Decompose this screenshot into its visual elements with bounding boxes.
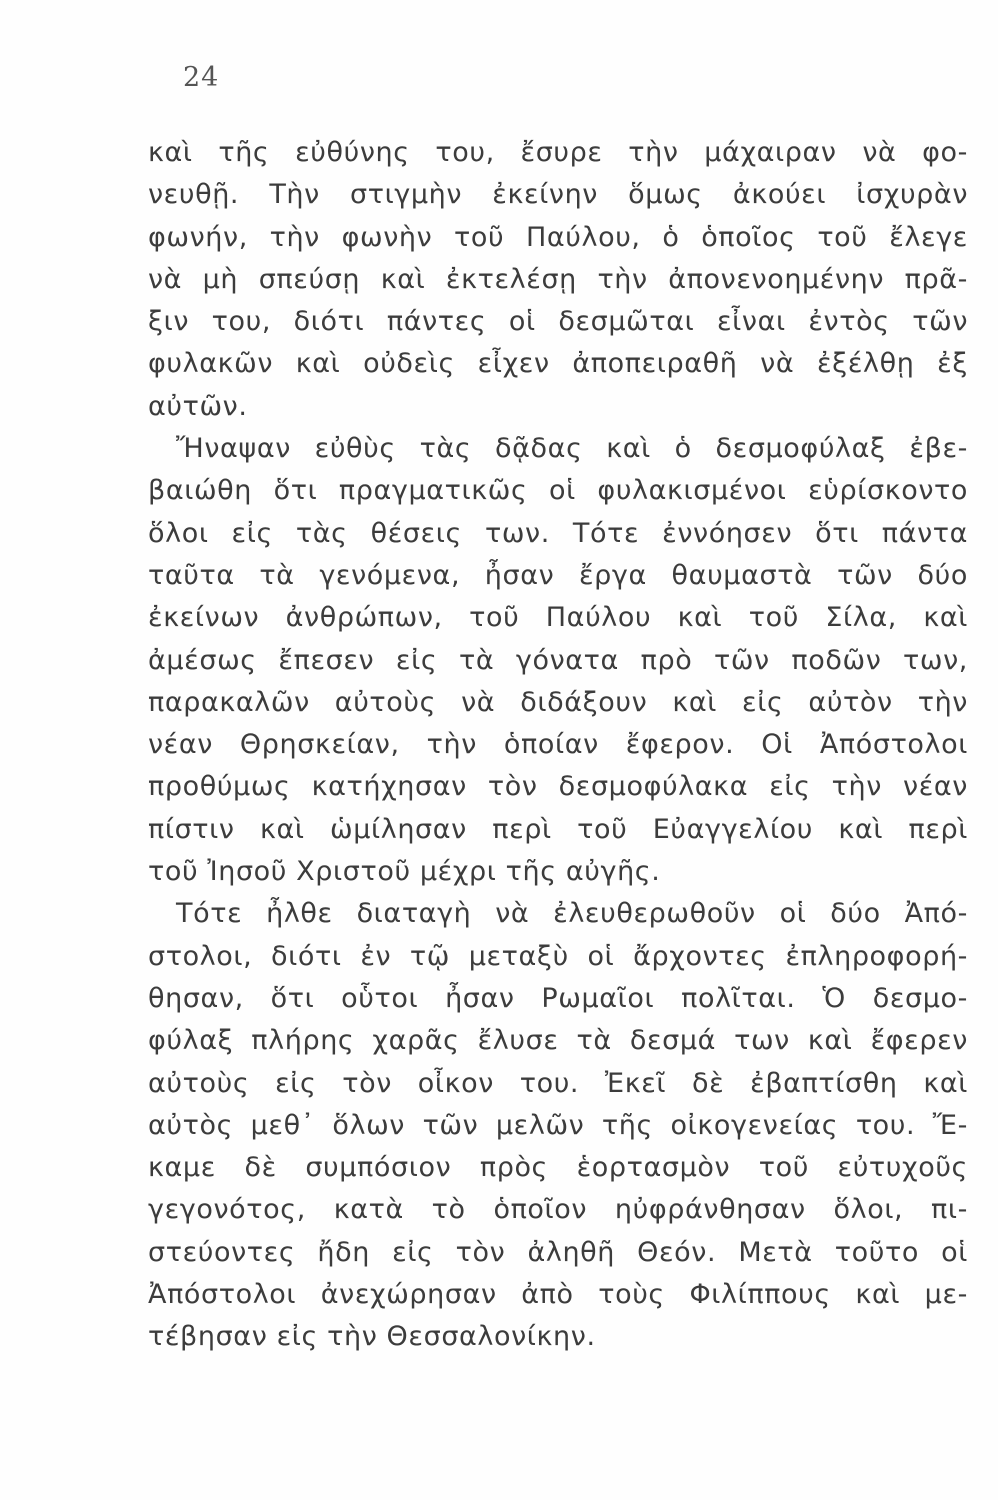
text-line: γεγονότος, κατὰ τὸ ὁποῖον ηὐφράνθησαν ὅλοι, πι- xyxy=(148,1194,968,1226)
text-line: νὰ μὴ σπεύσῃ καὶ ἐκτελέσῃ τὴν ἀπονενοημένην πρᾶ- xyxy=(148,263,968,295)
text-line: βαιώθη ὅτι πραγματικῶς οἱ φυλακισμένοι εὑρίσκοντο xyxy=(148,475,968,507)
text-line: φυλακῶν καὶ οὐδεὶς εἶχεν ἀποπειραθῆ νὰ ἐξέλθῃ ἐξ xyxy=(148,348,968,380)
paragraph-start-line: Τότε ἦλθε διαταγὴ νὰ ἐλευθερωθοῦν οἱ δύο Ἀπό- xyxy=(176,898,968,930)
text-line: ξιν του, διότι πάντες οἱ δεσμῶται εἶναι ἐντὸς τῶν xyxy=(148,306,968,338)
text-line: καὶ τῆς εὐθύνης του, ἔσυρε τὴν μάχαιραν νὰ φο- xyxy=(148,137,968,168)
text-line: στεύοντες ἤδη εἰς τὸν ἀληθῆ Θεόν. Μετὰ τοῦτο οἱ xyxy=(148,1236,968,1268)
text-line: ἐκείνων ἀνθρώπων, τοῦ Παύλου καὶ τοῦ Σίλα, καὶ xyxy=(148,602,968,634)
text-line: φύλαξ πλήρης χαρᾶς ἔλυσε τὰ δεσμά των καὶ ἔφερεν xyxy=(148,1025,968,1057)
text-line: νέαν Θρησκείαν, τὴν ὁποίαν ἔφερον. Οἱ Ἀπόστολοι xyxy=(148,729,968,761)
text-line: ταῦτα τὰ γενόμενα, ἦσαν ἔργα θαυμαστὰ τῶν δύο xyxy=(148,559,968,591)
text-line: Ἀπόστολοι ἀνεχώρησαν ἀπὸ τοὺς Φιλίππους καὶ με- xyxy=(148,1279,968,1311)
paragraph-end-line: αὐτῶν. xyxy=(148,390,248,422)
text-line: ὅλοι εἰς τὰς θέσεις των. Τότε ἐννόησεν ὅτι πάντα xyxy=(148,517,968,549)
text-line: στολοι, διότι ἐν τῷ μεταξὺ οἱ ἄρχοντες ἐπληροφορή- xyxy=(148,940,968,972)
paragraph-start-line: Ἤναψαν εὐθὺς τὰς δᾷδας καὶ ὁ δεσμοφύλαξ ἐβε- xyxy=(176,433,968,465)
text-line: ἀμέσως ἔπεσεν εἰς τὰ γόνατα πρὸ τῶν ποδῶν των, xyxy=(148,644,968,676)
text-line: νευθῇ. Τὴν στιγμὴν ἐκείνην ὅμως ἀκούει ἰσχυρὰν xyxy=(148,179,968,211)
text-line: καμε δὲ συμπόσιον πρὸς ἑορτασμὸν τοῦ εὐτυχοῦς xyxy=(148,1152,968,1184)
text-line: παρακαλῶν αὐτοὺς νὰ διδάξουν καὶ εἰς αὐτὸν τὴν xyxy=(148,686,968,718)
text-line: θησαν, ὅτι οὗτοι ἦσαν Ρωμαῖοι πολῖται. Ὁ δεσμο- xyxy=(148,982,968,1014)
text-line: αὐτὸς μεθ᾿ ὅλων τῶν μελῶν τῆς οἰκογενείας του. Ἔ- xyxy=(148,1109,968,1141)
page-number: 24 xyxy=(183,62,220,93)
paragraph-end-line: τοῦ Ἰησοῦ Χριστοῦ μέχρι τῆς αὐγῆς. xyxy=(148,856,661,888)
text-line: πίστιν καὶ ὡμίλησαν περὶ τοῦ Εὐαγγελίου καὶ περὶ xyxy=(148,813,968,845)
text-line: φωνήν, τὴν φωνὴν τοῦ Παύλου, ὁ ὁποῖος τοῦ ἔλεγε xyxy=(148,221,968,253)
paragraph-end-line: τέβησαν εἰς τὴν Θεσσαλονίκην. xyxy=(148,1321,596,1353)
body-text xyxy=(148,132,968,1359)
text-line: προθύμως κατήχησαν τὸν δεσμοφύλακα εἰς τὴν νέαν xyxy=(148,771,968,803)
text-line: αὐτοὺς εἰς τὸν οἶκον του. Ἐκεῖ δὲ ἐβαπτίσθη καὶ xyxy=(148,1067,968,1099)
